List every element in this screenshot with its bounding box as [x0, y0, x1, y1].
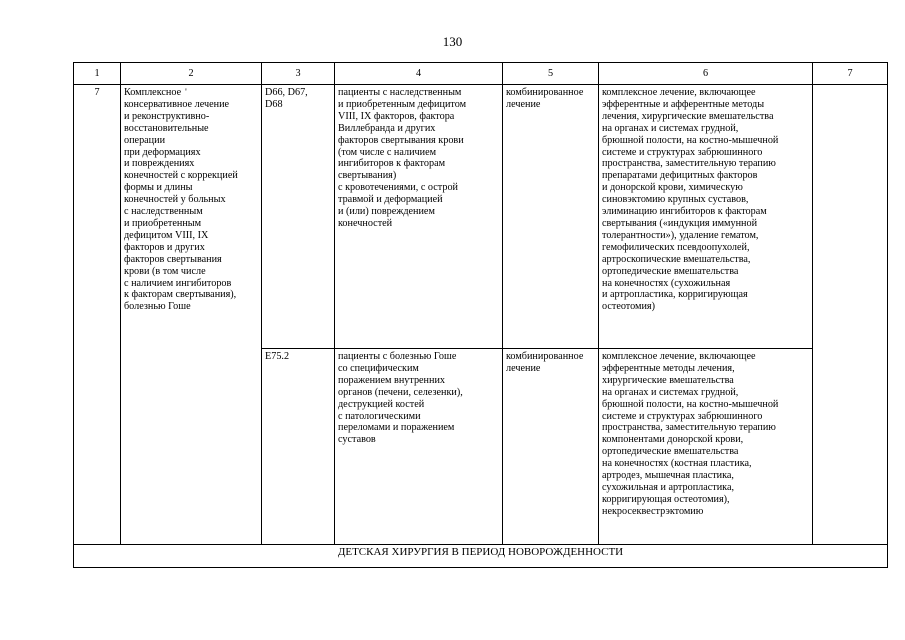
text-line: травмой и деформацией — [338, 194, 443, 206]
treatment-type-cell — [503, 349, 599, 545]
text-line: системе и структурах забрюшинного — [602, 410, 763, 422]
text-line: со специфическим — [338, 362, 419, 374]
table-row — [74, 85, 888, 349]
text-line: суставов — [338, 434, 376, 446]
text-line: болезнью Гоше — [124, 301, 191, 313]
text-line: дефицитом VIII, IX — [124, 229, 209, 241]
text-line: деструкцией костей — [338, 398, 425, 410]
text-line: брюшной полости, на костно-мышечной — [602, 398, 779, 410]
text-line: и приобретенным дефицитом — [338, 98, 467, 110]
text-line: операции — [124, 134, 166, 146]
section-title-row — [74, 545, 888, 568]
text-line: пространства, заместительную терапию — [602, 158, 776, 170]
text-line: лечение — [506, 362, 541, 374]
text-line: синовэктомию крупных суставов, — [602, 194, 749, 206]
treatment-type-cell — [503, 85, 599, 349]
treatment-method — [602, 87, 809, 313]
text-line: ингибиторов к факторам — [338, 158, 446, 170]
norm-cell — [813, 85, 888, 545]
medical-care-table — [73, 62, 888, 568]
icd-codes-cell — [262, 85, 335, 349]
text-line: лечения, хирургические вмешательства — [602, 110, 774, 122]
column-number-row — [74, 63, 888, 85]
column-header: 3 — [262, 63, 335, 85]
text-line: D68 — [265, 98, 283, 110]
text-line: конечностей у больных — [124, 194, 226, 206]
patient-model-cell — [335, 349, 503, 545]
text-line: (том числе с наличием — [338, 146, 437, 158]
column-header: 4 — [335, 63, 503, 85]
treatment-type — [506, 351, 595, 375]
icd-codes — [265, 351, 331, 363]
text-line: поражением внутренних — [338, 374, 446, 386]
text-line: комбинированное — [506, 87, 584, 98]
text-line: органов (печени, селезенки), — [338, 386, 463, 398]
text-line: VIII, IX факторов, фактора — [338, 110, 455, 122]
text-line: комбинированное — [506, 351, 584, 362]
text-line: крови (в том числе — [124, 265, 206, 277]
text-line: пациенты с болезнью Гоше — [338, 351, 457, 362]
text-line: гемофилических псевдоопухолей, — [602, 241, 750, 253]
text-line: на органах и системах грудной, — [602, 386, 739, 398]
text-line: Виллебранда и других — [338, 122, 436, 134]
text-line: элиминацию ингибиторов к факторам — [602, 206, 767, 218]
text-line: и (или) повреждением — [338, 206, 435, 218]
text-line: корригирующая остеотомия), — [602, 493, 730, 505]
column-header: 5 — [503, 63, 599, 85]
text-line: формы и длины — [124, 182, 193, 194]
text-line: хирургические вмешательства — [602, 374, 734, 386]
text-line: и артропластика, корригирующая — [602, 289, 748, 301]
row-number-cell — [74, 85, 121, 545]
treatment-method-cell — [599, 85, 813, 349]
patient-model — [338, 87, 499, 230]
text-line: с патологическими — [338, 410, 421, 422]
patient-model — [338, 351, 499, 446]
text-line: свертывания («индукция иммунной — [602, 217, 758, 229]
text-line: конечностей с коррекцией — [124, 170, 238, 182]
treatment-type — [506, 87, 595, 111]
page-number: 130 — [442, 34, 463, 49]
text-line: препаратами дефицитных факторов — [602, 170, 758, 182]
patient-model-cell — [335, 85, 503, 349]
column-header: 1 — [74, 63, 121, 85]
text-line: с наследственным — [124, 206, 203, 218]
text-line: с кровотечениями, с острой — [338, 182, 459, 194]
text-line: и повреждениях — [124, 158, 195, 170]
text-line: сухожильная и артропластика, — [602, 481, 735, 493]
text-line: факторов свертывания — [124, 253, 222, 265]
text-line: конечностей — [338, 217, 393, 229]
text-line: системе и структурах забрюшинного — [602, 146, 763, 158]
text-line: артроскопические вмешательства, — [602, 253, 751, 265]
text-line: некросеквестрэктомию — [602, 505, 704, 517]
text-line: пациенты с наследственным — [338, 87, 462, 98]
icd-codes — [265, 87, 331, 111]
text-line: компонентами донорской крови, — [602, 434, 744, 446]
text-line: артродез, мышечная пластика, — [602, 470, 734, 482]
treatment-method — [602, 351, 809, 518]
text-line: D66, D67, — [265, 87, 308, 98]
text-line: свертывания) — [338, 170, 397, 182]
text-line: к факторам свертывания), — [124, 289, 237, 301]
row-number: 7 — [94, 87, 100, 98]
text-line: на органах и системах грудной, — [602, 122, 739, 134]
text-line: факторов и других — [124, 241, 205, 253]
text-line: на конечностях (сухожильная — [602, 277, 731, 289]
text-line: факторов свертывания крови — [338, 134, 464, 146]
text-line: лечение — [506, 98, 541, 110]
text-line: ортопедические вмешательства — [602, 446, 739, 458]
text-line: и донорской крови, химическую — [602, 182, 743, 194]
text-line: комплексное лечение, включающее — [602, 351, 756, 362]
text-line: с наличием ингибиторов — [124, 277, 232, 289]
care-type-name — [124, 87, 258, 313]
text-line: восстановительные — [124, 122, 209, 134]
icd-codes-cell — [262, 349, 335, 545]
text-line: пространства, заместительную терапию — [602, 422, 776, 434]
column-header: 7 — [813, 63, 888, 85]
text-line: E75.2 — [265, 351, 290, 362]
text-line: переломами и поражением — [338, 422, 455, 434]
text-line: остеотомия) — [602, 301, 655, 313]
text-line: при деформациях — [124, 146, 201, 158]
text-line: ортопедические вмешательства — [602, 265, 739, 277]
section-title: ДЕТСКАЯ ХИРУРГИЯ В ПЕРИОД НОВОРОЖДЕННОСТИ — [74, 545, 888, 568]
text-line: комплексное лечение, включающее — [602, 87, 756, 98]
text-line: толерантности»), удаление гематом, — [602, 229, 759, 241]
text-line: и приобретенным — [124, 217, 202, 229]
text-line: и реконструктивно- — [124, 110, 210, 122]
text-line: брюшной полости, на костно-мышечной — [602, 134, 779, 146]
text-line: на конечностях (костная пластика, — [602, 458, 752, 470]
care-type-cell — [121, 85, 262, 545]
text-line: эфферентные методы лечения, — [602, 362, 735, 374]
text-line: Комплексное ' — [124, 87, 187, 98]
treatment-method-cell — [599, 349, 813, 545]
text-line: консервативное лечение — [124, 98, 230, 110]
column-header: 2 — [121, 63, 262, 85]
column-header: 6 — [599, 63, 813, 85]
margin-mark: ' — [185, 87, 187, 97]
text-line: эфферентные и афферентные методы — [602, 98, 765, 110]
